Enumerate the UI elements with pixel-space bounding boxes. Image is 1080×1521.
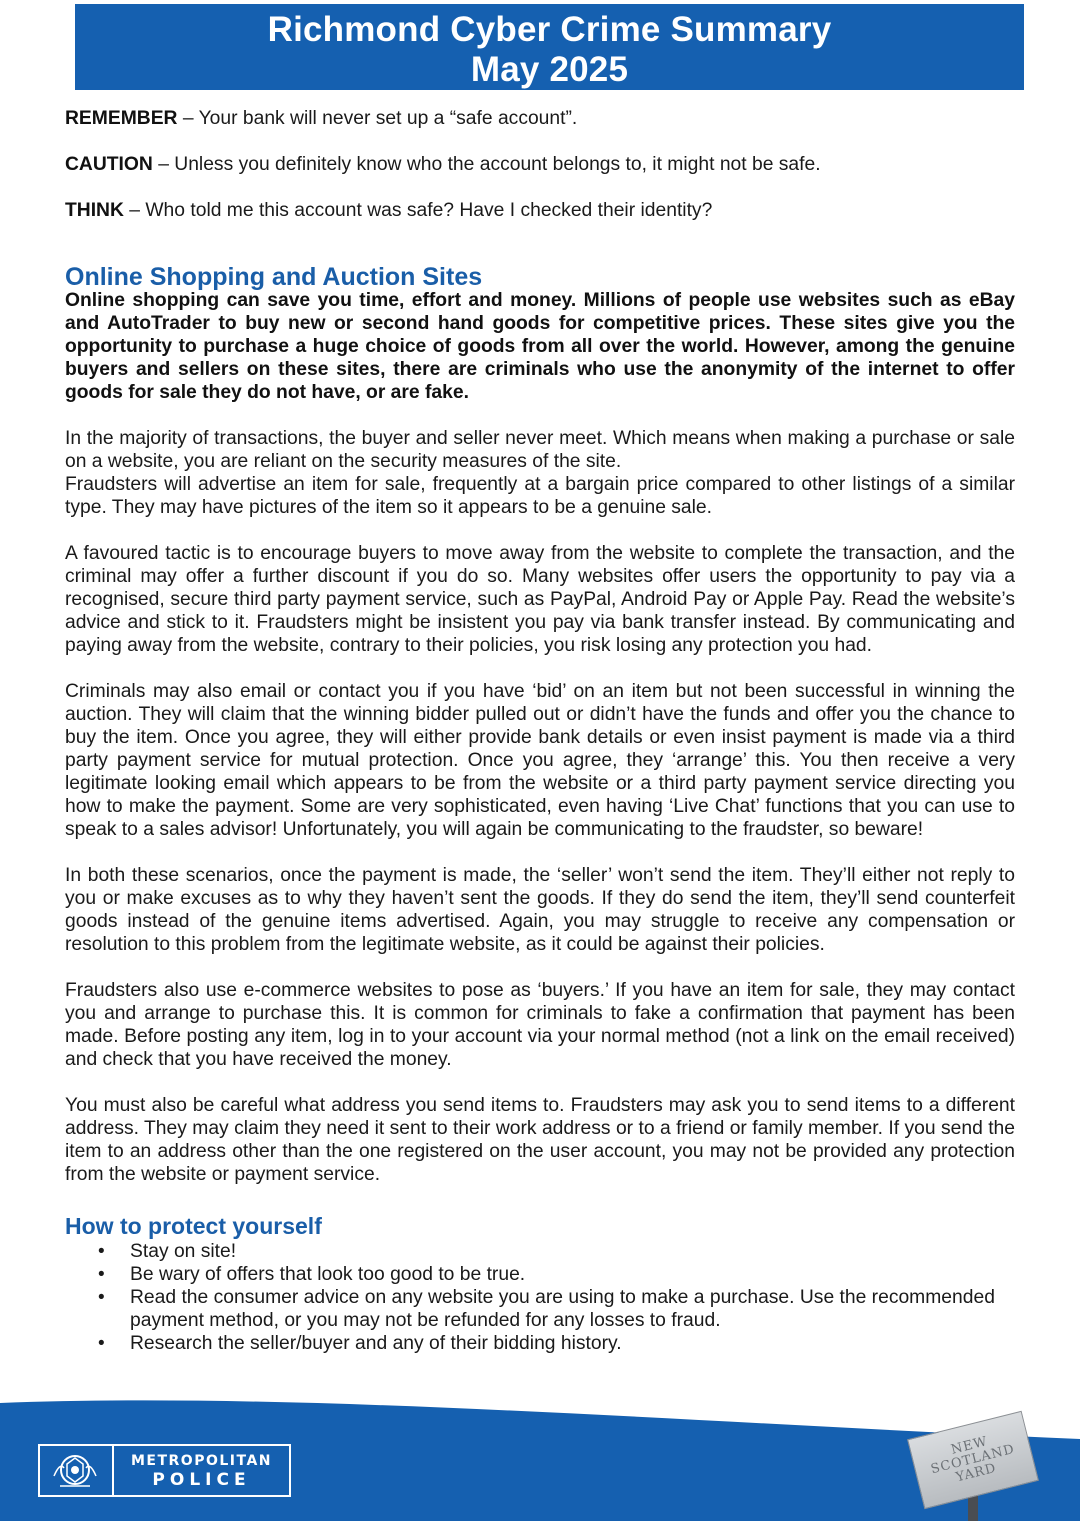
section-heading-online-shopping: Online Shopping and Auction Sites — [65, 263, 483, 291]
crest-icon — [40, 1446, 114, 1495]
protect-list — [65, 1240, 1015, 1355]
document-body — [65, 107, 1015, 1355]
list-item: • Read the consumer advice on any website you are using to make a purchase. Use the recommended payment method, or you may not be refunded for any losses to fraud. — [130, 1286, 1015, 1332]
paragraph: In the majority of transactions, the buyer and seller never meet. Which means when making a purchase or sale on a website, you are reliant on the security measures of the site. — [65, 428, 1015, 472]
met-police-logo — [38, 1444, 291, 1497]
paragraph: You must also be careful what address you send items to. Fraudsters may ask you to send items to a different address. They may claim they need it sent to their work address or to a friend or family member. If you send the item to an address other than the one registered on the user account, you may not be provided any protection from the website or payment service. — [65, 1095, 1015, 1185]
reminder-think: THINK – Who told me this account was safe? Have I checked their identity? — [65, 200, 713, 221]
logo-line-2: POLICE — [152, 1470, 251, 1490]
header-banner — [75, 4, 1024, 90]
list-item: • Stay on site! — [130, 1240, 1015, 1263]
section-heading-protect: How to protect yourself — [65, 1213, 322, 1239]
paragraph: Fraudsters also use e-commerce websites to pose as ‘buyers.’ If you have an item for sale, they may contact you and arrange to purchase this. It is common for criminals to fake a confirmation that payment has been made. Before posting any item, log in to your account via your normal method (not a link on the email received) and check that you have received the money. — [65, 980, 1015, 1070]
paragraph: Criminals may also email or contact you if you have ‘bid’ on an item but not been successful in winning the auction. They will claim that the winning bidder pulled out or didn’t have the funds and offer you the chance to buy the item. Once you agree, they will either provide bank details or even insist payment is made via a third party payment service for mutual protection. Once you agree, they ‘arrange’ this. You then receive a very legitimate looking email which appears to be from the website or a third party payment service directing you how to make the payment. Some are very sophisticated, even having ‘Live Chat’ functions that you can use to speak to a sales advisor! Unfortunately, you will again be communicating to the fraudster, so beware! — [65, 681, 1015, 840]
section-intro: Online shopping can save you time, effort and money. Millions of people use websites such as eBay and AutoTrader to buy new or second hand goods for competitive prices. These sites give you the opportunity to purchase a huge choice of goods from all over the world. However, among the genuine buyers and sellers on these sites, there are criminals who use the anonymity of the internet to offer goods for sale they do not have, or are fake. — [65, 290, 1015, 403]
new-scotland-yard-sign: NEW SCOTLAND YARD — [907, 1411, 1039, 1509]
list-item: • Research the seller/buyer and any of their bidding history. — [130, 1332, 1015, 1355]
paragraph: In both these scenarios, once the payment is made, the ‘seller’ won’t send the item. They’ll either not reply to you or make excuses as to why they haven’t sent the goods. If they do send the item, they’ll send counterfeit goods instead of the genuine items advertised. Again, you may struggle to receive any compensation or resolution to this problem from the legitimate website, as it could be against their policies. — [65, 865, 1015, 955]
paragraph: Fraudsters will advertise an item for sale, frequently at a bargain price compared to other listings of a similar type. They may have pictures of the item so it appears to be a genuine sale. — [65, 474, 1015, 518]
page-subtitle: May 2025 — [470, 50, 629, 89]
logo-line-1: METROPOLITAN — [130, 1453, 273, 1469]
reminder-remember: REMEMBER – Your bank will never set up a “safe account”. — [65, 108, 578, 129]
page-title: Richmond Cyber Crime Summary — [267, 10, 832, 49]
reminder-caution: CAUTION – Unless you definitely know who the account belongs to, it might not be safe. — [65, 154, 821, 175]
paragraph: A favoured tactic is to encourage buyers to move away from the website to complete the transaction, and the criminal may offer a further discount if you do so. Many websites offer users the opportunity to pay via a recognised, secure third party payment service, such as PayPal, Android Pay or Apple Pay. Read the website’s advice and stick to it. Fraudsters might be insistent you pay via bank transfer instead. By communicating and paying away from the website, contrary to their policies, you risk losing any protection you had. — [65, 543, 1015, 656]
list-item: • Be wary of offers that look too good to be true. — [130, 1263, 1015, 1286]
